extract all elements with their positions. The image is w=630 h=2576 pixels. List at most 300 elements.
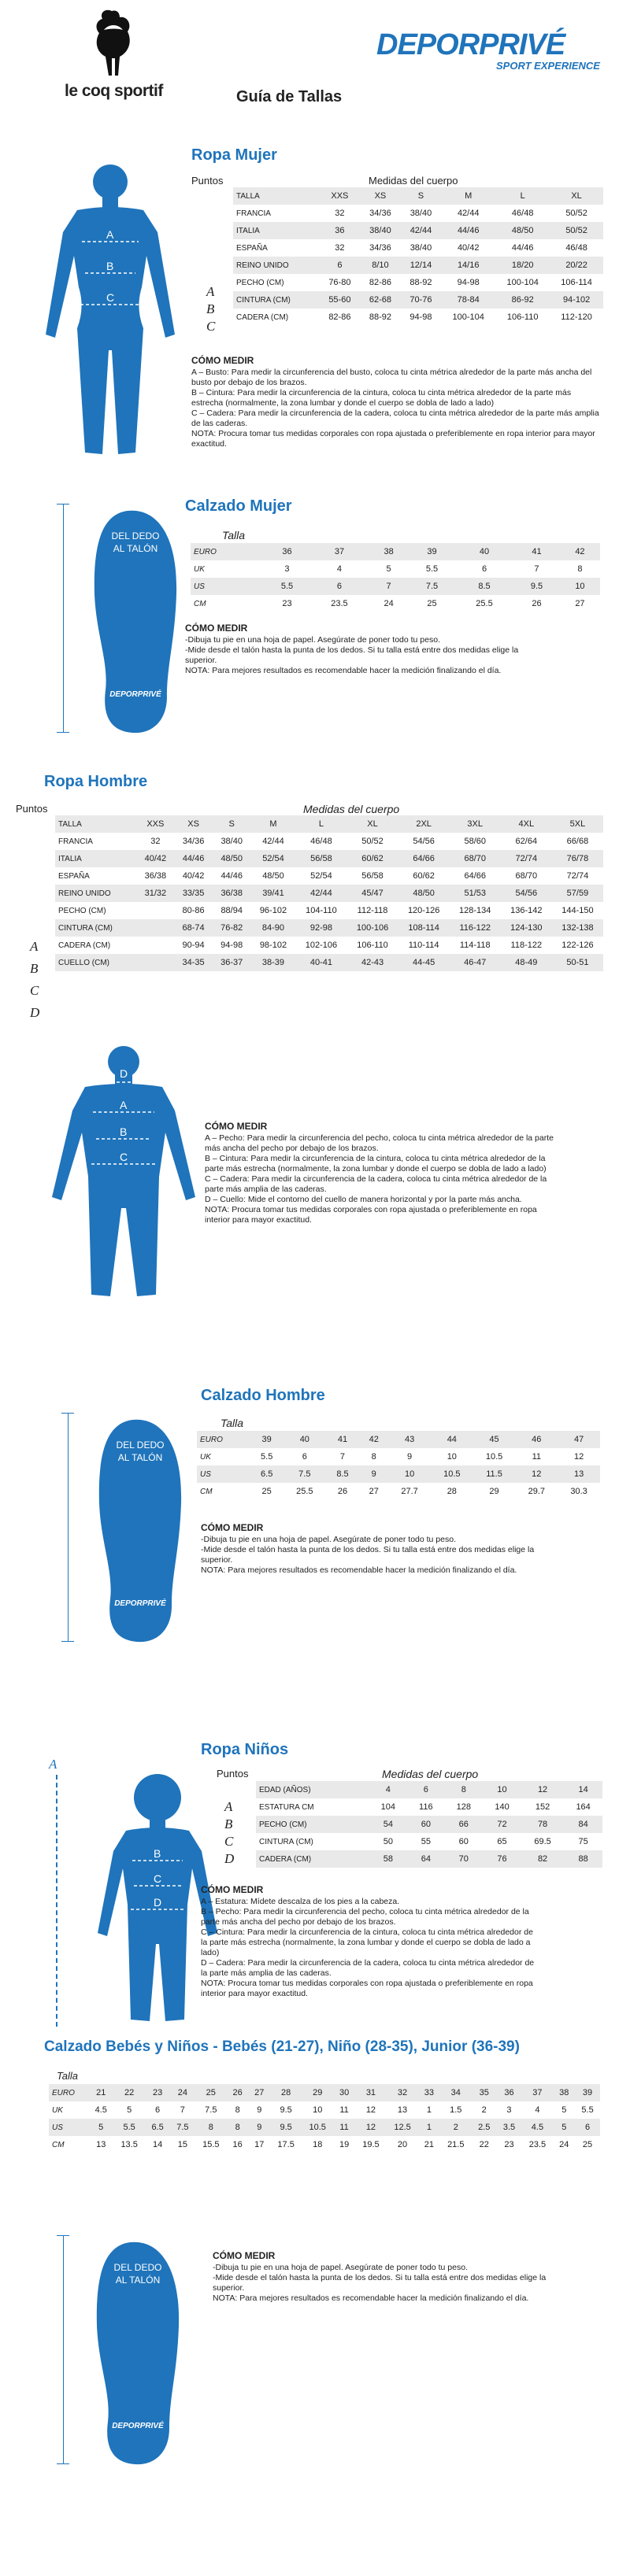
table-cell: 42 xyxy=(359,1431,388,1448)
table-cell: 136-142 xyxy=(501,902,552,919)
howto-line: C – Cintura: Para medir la circunferencia de la cintura, coloca tu cinta métrica alrededor de la parte más estrecha (normalmente, la zona lumbar y donde el cuerpo se dobla de lado a lado) xyxy=(201,1927,533,1957)
height-measure-line xyxy=(56,1775,57,2027)
table-cell: 10.5 xyxy=(473,1448,516,1465)
table-cell: 112-120 xyxy=(550,309,603,326)
table-row xyxy=(55,867,603,885)
howto-title: CÓMO MEDIR xyxy=(201,1522,264,1533)
table-cell: 104-110 xyxy=(295,902,346,919)
table-cell: 68/70 xyxy=(450,850,501,867)
letter-a: A xyxy=(224,1799,233,1814)
insole-text-1: DEL DEDO xyxy=(113,2262,162,2273)
table-cell: 65 xyxy=(483,1833,521,1850)
female-body-figure xyxy=(32,161,189,468)
table-cell: 16 xyxy=(227,2136,249,2153)
table-cell: 25.5 xyxy=(284,1483,326,1500)
child-point-b: B xyxy=(154,1847,161,1860)
table-cell: 9 xyxy=(248,2119,270,2136)
table-cell: 39 xyxy=(409,543,455,560)
howto-line: NOTA: Procura tomar tus medidas corporales con ropa ajustada o preferiblemente en ropa interior para mayor exactitud. xyxy=(201,1979,533,1998)
table-cell: 38 xyxy=(553,2084,575,2101)
table-cell: XS xyxy=(174,815,213,833)
table-cell: 76/78 xyxy=(552,850,603,867)
table-cell: 57/59 xyxy=(552,885,603,902)
table-cell: 36 xyxy=(264,543,310,560)
table-cell: 24 xyxy=(553,2136,575,2153)
row-label: CM xyxy=(197,1483,250,1500)
table-cell: 39 xyxy=(575,2084,600,2101)
table-cell: 76-82 xyxy=(213,919,251,937)
calzado-mujer-talla: Talla xyxy=(222,529,246,541)
howto-title: CÓMO MEDIR xyxy=(201,1884,264,1895)
table-row xyxy=(197,1483,600,1500)
table-cell: 5.5 xyxy=(250,1448,284,1465)
table-cell: 13 xyxy=(88,2136,113,2153)
calzado-hombre-title: Calzado Hombre xyxy=(201,1387,325,1404)
table-cell: 11 xyxy=(333,2101,355,2119)
table-cell: 38-39 xyxy=(251,954,296,971)
table-row xyxy=(233,187,603,205)
table-cell: 40/42 xyxy=(174,867,213,885)
howto-line: -Mide desde el talón hasta la punta de los dedos. Si tu talla está entre dos medidas elige la superior. xyxy=(201,1545,535,1565)
table-cell: 94-102 xyxy=(550,291,603,309)
table-cell xyxy=(136,937,174,954)
table-cell: 132-138 xyxy=(552,919,603,937)
table-cell: 42/44 xyxy=(251,833,296,850)
table-cell: 51/53 xyxy=(450,885,501,902)
table-cell: 18/20 xyxy=(495,257,550,274)
table-cell: 9.5 xyxy=(270,2101,302,2119)
row-label: ESPAÑA xyxy=(233,239,320,257)
row-label: ITALIA xyxy=(233,222,320,239)
table-cell: 10 xyxy=(560,578,600,595)
female-point-c: C xyxy=(106,291,115,304)
ropa-ninos-table xyxy=(256,1781,602,1868)
table-cell: 9.5 xyxy=(270,2119,302,2136)
table-row xyxy=(197,1448,600,1465)
table-cell: 164 xyxy=(564,1798,602,1816)
howto-line: A – Busto: Para medir la circunferencia del busto, coloca tu cinta métrica alrededor de la parte más ancha del busto por debajo de los brazos. xyxy=(191,368,592,387)
table-cell: 104 xyxy=(369,1798,408,1816)
ropa-hombre-letters xyxy=(30,936,39,1024)
insole-logo: DEPORPRIVÉ xyxy=(114,1599,166,1608)
table-cell: 4 xyxy=(369,1781,408,1798)
table-cell: 29 xyxy=(302,2084,333,2101)
table-cell: 13.5 xyxy=(113,2136,145,2153)
table-cell: 7 xyxy=(513,560,560,578)
letter-a: A xyxy=(206,284,215,299)
howto-line: NOTA: Para mejores resultados es recomendable hacer la medición finalizando el día. xyxy=(201,1565,517,1575)
page-title: Guía de Tallas xyxy=(236,88,343,105)
table-row xyxy=(233,239,603,257)
table-cell: 46/48 xyxy=(550,239,603,257)
insole-measure-line xyxy=(68,1413,69,1641)
table-cell: 82-86 xyxy=(320,309,361,326)
table-cell: 45/47 xyxy=(346,885,398,902)
table-cell: 11 xyxy=(515,1448,558,1465)
table-row xyxy=(191,543,600,560)
table-cell: 68/70 xyxy=(501,867,552,885)
table-cell: 12 xyxy=(558,1448,600,1465)
row-label: UK xyxy=(191,560,264,578)
table-cell: 4 xyxy=(310,560,369,578)
table-cell: 88/94 xyxy=(213,902,251,919)
table-cell: 5 xyxy=(553,2119,575,2136)
table-cell: 128-134 xyxy=(450,902,501,919)
table-cell: XL xyxy=(550,187,603,205)
table-cell: 90-94 xyxy=(174,937,213,954)
howto-title: CÓMO MEDIR xyxy=(191,355,254,366)
table-cell: 6 xyxy=(284,1448,326,1465)
row-label: CADERA (CM) xyxy=(55,937,136,954)
row-label: CADERA (CM) xyxy=(233,309,320,326)
howto-line: B – Cintura: Para medir la circunferencia de la cintura, coloca tu cinta métrica alrededor de la parte más estrecha (normalmente, la zona lumbar y donde el cuerpo se dobla de lado a lado) xyxy=(205,1154,547,1173)
table-cell: 17 xyxy=(248,2136,270,2153)
table-cell: 70-76 xyxy=(401,291,442,309)
calzado-hombre-table xyxy=(197,1431,600,1500)
table-cell: 52/54 xyxy=(251,850,296,867)
table-cell: 41 xyxy=(326,1431,360,1448)
table-cell: 30.3 xyxy=(558,1483,600,1500)
row-label: FRANCIA xyxy=(55,833,136,850)
table-cell: 70 xyxy=(444,1850,483,1868)
table-cell: 7 xyxy=(326,1448,360,1465)
table-cell: 5 xyxy=(88,2119,113,2136)
row-label: ESTATURA CM xyxy=(256,1798,369,1816)
table-cell: 7 xyxy=(170,2101,195,2119)
table-cell: 42-43 xyxy=(346,954,398,971)
table-cell: 55 xyxy=(407,1833,444,1850)
table-cell: XXS xyxy=(320,187,361,205)
table-cell: 38/40 xyxy=(360,222,401,239)
table-cell: 3 xyxy=(497,2101,522,2119)
table-cell: 7 xyxy=(369,578,409,595)
table-cell: 84 xyxy=(564,1816,602,1833)
table-row xyxy=(191,560,600,578)
table-cell: 27 xyxy=(359,1483,388,1500)
table-cell: 82 xyxy=(521,1850,564,1868)
table-cell: 45 xyxy=(473,1431,516,1448)
howto-line: D – Cuello: Mide el contorno del cuello de manera horizontal y por la parte más ancha. xyxy=(205,1195,522,1204)
table-cell: 32 xyxy=(320,239,361,257)
table-cell: 10 xyxy=(483,1781,521,1798)
table-cell: 34/36 xyxy=(174,833,213,850)
table-cell: 23.5 xyxy=(521,2136,553,2153)
table-cell xyxy=(136,954,174,971)
height-letter-a: A xyxy=(49,1757,57,1772)
ropa-ninos-puntos: Puntos xyxy=(217,1768,249,1780)
table-cell: 102-106 xyxy=(295,937,346,954)
table-cell: 66 xyxy=(444,1816,483,1833)
calzado-hombre-howto xyxy=(201,1523,539,1576)
table-cell: 6 xyxy=(310,578,369,595)
table-cell: 25 xyxy=(250,1483,284,1500)
table-row xyxy=(49,2101,600,2119)
insole-text-2: AL TALÓN xyxy=(117,1452,163,1463)
table-cell: 128 xyxy=(444,1798,483,1816)
table-cell: 55-60 xyxy=(320,291,361,309)
table-cell: 7.5 xyxy=(170,2119,195,2136)
insole-text-2: AL TALÓN xyxy=(113,543,158,554)
table-cell: 31/32 xyxy=(136,885,174,902)
table-row xyxy=(256,1816,602,1833)
table-cell: 76 xyxy=(483,1850,521,1868)
table-cell: L xyxy=(295,815,346,833)
table-cell: 39/41 xyxy=(251,885,296,902)
table-cell: 19.5 xyxy=(355,2136,387,2153)
row-label: EURO xyxy=(191,543,264,560)
table-cell: 62-68 xyxy=(360,291,401,309)
row-label: CM xyxy=(191,595,264,612)
letter-d: D xyxy=(30,1005,40,1020)
ropa-mujer-letters xyxy=(206,283,215,335)
calzado-ninos-title: Calzado Bebés y Niños - Bebés (21-27), Niño (28-35), Junior (36-39) xyxy=(44,2038,520,2055)
table-cell: 56/58 xyxy=(346,867,398,885)
table-cell: 6 xyxy=(455,560,513,578)
table-cell: 6 xyxy=(145,2101,170,2119)
insole-measure-line xyxy=(63,504,64,732)
table-cell: 64/66 xyxy=(450,867,501,885)
table-cell: 54/56 xyxy=(501,885,552,902)
table-cell: 36 xyxy=(497,2084,522,2101)
table-cell: 10 xyxy=(431,1448,473,1465)
table-cell: 25.5 xyxy=(455,595,513,612)
table-cell: 24 xyxy=(170,2084,195,2101)
insole-icon xyxy=(91,2239,185,2467)
table-cell: 44/46 xyxy=(441,222,495,239)
table-cell: 38/40 xyxy=(401,205,442,222)
brand-left-text: le coq sportif xyxy=(65,82,163,100)
table-cell: 94-98 xyxy=(441,274,495,291)
table-cell: 48/50 xyxy=(495,222,550,239)
row-label: CUELLO (CM) xyxy=(55,954,136,971)
table-cell: 64/66 xyxy=(398,850,450,867)
howto-line: -Mide desde el talón hasta la punta de los dedos. Si tu talla está entre dos medidas elige la superior. xyxy=(213,2273,547,2293)
ropa-mujer-puntos: Puntos xyxy=(191,175,224,187)
table-cell: 17.5 xyxy=(270,2136,302,2153)
table-cell: 10.5 xyxy=(302,2119,333,2136)
table-cell: 84-90 xyxy=(251,919,296,937)
insole-measure-line xyxy=(63,2235,64,2463)
howto-line: NOTA: Para mejores resultados es recomendable hacer la medición finalizando el día. xyxy=(185,666,502,675)
insole-text-2: AL TALÓN xyxy=(115,2275,161,2286)
table-cell: 88-92 xyxy=(360,309,401,326)
table-cell: 34-35 xyxy=(174,954,213,971)
insole-icon xyxy=(93,1417,187,1645)
table-row xyxy=(55,815,603,833)
table-cell: 2 xyxy=(440,2119,472,2136)
table-cell: 24 xyxy=(369,595,409,612)
table-cell: 12/14 xyxy=(401,257,442,274)
ropa-hombre-puntos: Puntos xyxy=(16,803,48,815)
howto-line: NOTA: Procura tomar tus medidas corporales con ropa ajustada o preferiblemente en ropa interior para mayor exactitud. xyxy=(205,1205,537,1225)
female-point-a: A xyxy=(106,228,114,241)
table-row xyxy=(55,833,603,850)
table-cell: 29.7 xyxy=(515,1483,558,1500)
table-cell: 8 xyxy=(560,560,600,578)
table-cell: 120-126 xyxy=(398,902,450,919)
table-row xyxy=(49,2136,600,2153)
table-cell: 2.5 xyxy=(472,2119,497,2136)
howto-title: CÓMO MEDIR xyxy=(185,623,248,634)
table-cell: 75 xyxy=(564,1833,602,1850)
howto-line: D – Cadera: Para medir la circunferencia de la cadera, coloca tu cinta métrica alrededor de la parte más amplia de las caderas. xyxy=(201,1958,535,1978)
table-cell: 20/22 xyxy=(550,257,603,274)
table-cell: 60 xyxy=(444,1833,483,1850)
table-cell: 88-92 xyxy=(401,274,442,291)
table-cell: 43 xyxy=(388,1431,431,1448)
row-label: EURO xyxy=(49,2084,88,2101)
table-cell: 40 xyxy=(455,543,513,560)
table-cell: 80-86 xyxy=(174,902,213,919)
table-cell: XL xyxy=(346,815,398,833)
table-cell: 4.5 xyxy=(88,2101,113,2119)
header xyxy=(0,0,630,118)
table-cell: 92-98 xyxy=(295,919,346,937)
howto-line: NOTA: Para mejores resultados es recomendable hacer la medición finalizando el día. xyxy=(213,2293,529,2303)
table-cell: 4 xyxy=(521,2101,553,2119)
table-row xyxy=(233,274,603,291)
howto-line: A – Estatura: Mídete descalza de los pies a la cabeza. xyxy=(201,1897,400,1906)
table-cell: 7.5 xyxy=(195,2101,227,2119)
table-cell: 12 xyxy=(355,2101,387,2119)
table-cell: 15 xyxy=(170,2136,195,2153)
table-cell: 78 xyxy=(521,1816,564,1833)
table-cell: 144-150 xyxy=(552,902,603,919)
brand-right-subtitle: SPORT EXPERIENCE xyxy=(496,60,600,72)
table-cell: 19 xyxy=(333,2136,355,2153)
letter-b: B xyxy=(30,961,39,976)
table-cell: 50/52 xyxy=(550,205,603,222)
row-label: TALLA xyxy=(55,815,136,833)
table-cell: 6 xyxy=(407,1781,444,1798)
table-cell: 38 xyxy=(369,543,409,560)
table-cell: 10 xyxy=(302,2101,333,2119)
insole-logo: DEPORPRIVÉ xyxy=(112,2422,164,2430)
table-cell xyxy=(136,919,174,937)
table-row xyxy=(191,595,600,612)
table-cell: 23 xyxy=(145,2084,170,2101)
table-cell: 48-49 xyxy=(501,954,552,971)
row-label: REINO UNIDO xyxy=(233,257,320,274)
row-label: UK xyxy=(49,2101,88,2119)
table-cell: 4XL xyxy=(501,815,552,833)
calzado-hombre-talla: Talla xyxy=(220,1417,244,1429)
table-cell: 50/52 xyxy=(346,833,398,850)
letter-b: B xyxy=(224,1817,233,1831)
table-cell: 40-41 xyxy=(295,954,346,971)
table-cell: 5 xyxy=(113,2101,145,2119)
ropa-ninos-howto xyxy=(201,1885,539,1999)
table-cell: 37 xyxy=(521,2084,553,2101)
table-cell: 98-102 xyxy=(251,937,296,954)
row-label: ITALIA xyxy=(55,850,136,867)
table-cell: S xyxy=(401,187,442,205)
table-cell: 52/54 xyxy=(295,867,346,885)
male-point-d: D xyxy=(120,1067,128,1080)
howto-line: -Dibuja tu pie en una hoja de papel. Asegúrate de poner todo tu peso. xyxy=(185,635,440,645)
table-cell: 116-122 xyxy=(450,919,501,937)
table-cell: 23 xyxy=(497,2136,522,2153)
table-cell: 11 xyxy=(333,2119,355,2136)
howto-line: B – Cintura: Para medir la circunferencia de la cintura, coloca tu cinta métrica alrededor de la parte más estrecha (normalmente, la zona lumbar y donde el cuerpo se dobla de lado a lado) xyxy=(191,388,572,408)
table-cell: 21.5 xyxy=(440,2136,472,2153)
howto-title: CÓMO MEDIR xyxy=(213,2250,276,2261)
table-cell: 13 xyxy=(387,2101,418,2119)
table-cell: 36 xyxy=(320,222,361,239)
table-cell: 47 xyxy=(558,1431,600,1448)
ropa-hombre-title: Ropa Hombre xyxy=(44,773,148,790)
table-cell: 94-98 xyxy=(213,937,251,954)
table-cell: 32 xyxy=(136,833,174,850)
row-label: US xyxy=(197,1465,250,1483)
table-cell: 31 xyxy=(355,2084,387,2101)
table-cell: 33/35 xyxy=(174,885,213,902)
table-row xyxy=(55,954,603,971)
table-row xyxy=(233,291,603,309)
table-cell: 48/50 xyxy=(251,867,296,885)
table-cell: 28 xyxy=(431,1483,473,1500)
child-point-d: D xyxy=(154,1896,162,1909)
table-cell: 1 xyxy=(418,2119,440,2136)
howto-line: -Dibuja tu pie en una hoja de papel. Asegúrate de poner todo tu peso. xyxy=(201,1535,456,1544)
row-label: CADERA (CM) xyxy=(256,1850,369,1868)
table-cell: 18 xyxy=(302,2136,333,2153)
ropa-hombre-table xyxy=(55,815,603,971)
table-cell: 5.5 xyxy=(575,2101,600,2119)
table-cell: 23.5 xyxy=(310,595,369,612)
row-label: PECHO (CM) xyxy=(256,1816,369,1833)
row-label: REINO UNIDO xyxy=(55,885,136,902)
table-cell: 13 xyxy=(558,1465,600,1483)
table-cell: 8.5 xyxy=(455,578,513,595)
table-cell: S xyxy=(213,815,251,833)
table-cell: M xyxy=(251,815,296,833)
table-cell: 40 xyxy=(284,1431,326,1448)
letter-c: C xyxy=(206,319,216,334)
table-cell: 6 xyxy=(575,2119,600,2136)
row-label: ESPAÑA xyxy=(55,867,136,885)
table-cell: 9.5 xyxy=(513,578,560,595)
table-row xyxy=(191,578,600,595)
table-cell: 11.5 xyxy=(473,1465,516,1483)
row-label: TALLA xyxy=(233,187,320,205)
row-label: CINTURA (CM) xyxy=(233,291,320,309)
row-label: US xyxy=(191,578,264,595)
table-row xyxy=(233,257,603,274)
table-cell: 54/56 xyxy=(398,833,450,850)
table-cell: 25 xyxy=(195,2084,227,2101)
calzado-ninos-table xyxy=(49,2084,600,2153)
table-row xyxy=(55,850,603,867)
child-point-c: C xyxy=(154,1872,162,1885)
table-cell: 58 xyxy=(369,1850,408,1868)
table-cell: 25 xyxy=(575,2136,600,2153)
calzado-mujer-table xyxy=(191,543,600,612)
row-label: EDAD (AÑOS) xyxy=(256,1781,369,1798)
table-cell: 5.5 xyxy=(113,2119,145,2136)
table-cell: 86-92 xyxy=(495,291,550,309)
table-cell: 72/74 xyxy=(552,867,603,885)
male-point-a: A xyxy=(120,1099,128,1111)
table-cell: 54 xyxy=(369,1816,408,1833)
table-cell: 25 xyxy=(409,595,455,612)
table-cell: 36/38 xyxy=(136,867,174,885)
table-row xyxy=(49,2084,600,2101)
table-cell: 27 xyxy=(248,2084,270,2101)
insole-icon xyxy=(88,508,183,736)
table-cell: M xyxy=(441,187,495,205)
ropa-mujer-title: Ropa Mujer xyxy=(191,146,277,164)
